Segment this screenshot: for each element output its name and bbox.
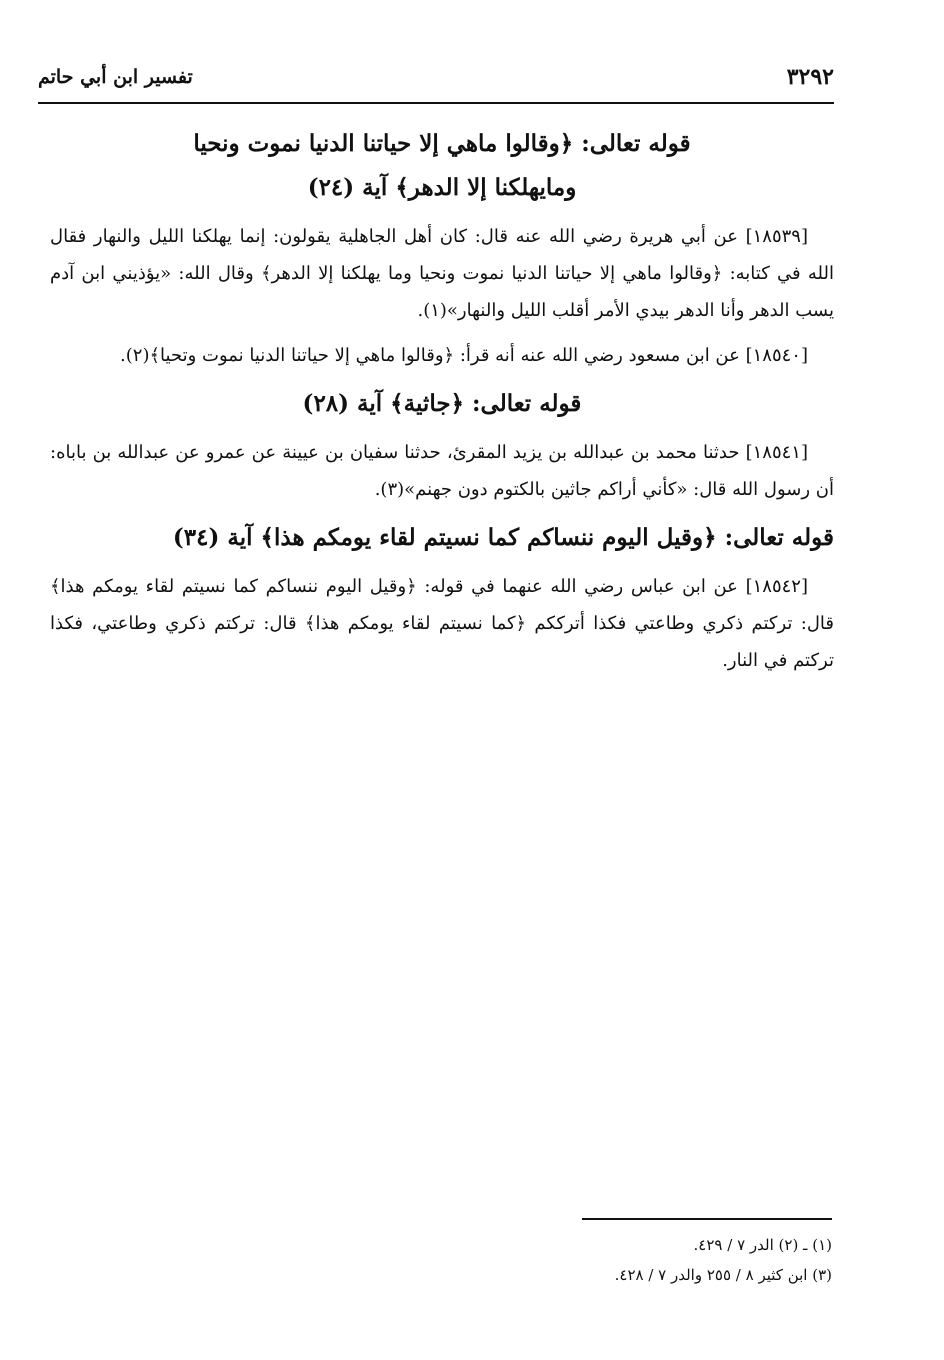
section-verse-24 [50, 122, 834, 374]
narration-18539: [١٨٥٣٩] عن أبي هريرة رضي الله عنه قال: كان أهل الجاهلية يقولون: إنما يهلكنا الليل والنهار فقال الله في كتابه: ﴿وقالوا ماهي إلا حياتنا الدنيا نموت ونحيا وما يهلكنا إلا الدهر﴾ وقال الله: «يؤذيني ابن آدم يسب الدهر وأنا الدهر بيدي الأمر أقلب الليل والنهار»(١). [50, 226, 834, 321]
narration-18541: [١٨٥٤١] حدثنا محمد بن عبدالله بن يزيد المقرئ، حدثنا سفيان بن عيينة عن عمرو عن عبدالله بن باباه: أن رسول الله قال: «كأني أراكم جاثين بالكتوم دون جهنم»(٣). [50, 442, 834, 500]
running-header [38, 58, 834, 104]
section-heading: قوله تعالى: ﴿وقالوا ماهي إلا حياتنا الدنيا نموت ونحيا ومايهلكنا إلا الدهر﴾ آية (٢٤) [193, 130, 691, 201]
section-verse-34 [50, 516, 834, 679]
page-number: ٣٢٩٢ [786, 64, 834, 90]
book-title: تفسير ابن أبي حاتم [38, 66, 193, 88]
narration-18542: [١٨٥٤٢] عن ابن عباس رضي الله عنهما في قوله: ﴿وقيل اليوم ننساكم كما نسيتم لقاء يومكم هذا﴾ قال: تركتم ذكري وطاعتي فكذا أترككم ﴿كما نسيتم لقاء يومكم هذا﴾ قال: تركتم ذكري وطاعتي، فكذا تركتم في النار. [50, 576, 834, 671]
footnote-3: (٣) ابن كثير ٨ / ٢٥٥ والدر ٧ / ٤٢٨. [614, 1266, 832, 1284]
footnote-divider [582, 1218, 832, 1220]
narration-18540: [١٨٥٤٠] عن ابن مسعود رضي الله عنه أنه قرأ: ﴿وقالوا ماهي إلا حياتنا الدنيا نموت وتحيا﴾(٢). [120, 345, 808, 366]
footnotes [292, 1218, 832, 1290]
section-heading: قوله تعالى: ﴿جاثية﴾ آية (٢٨) [302, 390, 582, 417]
section-heading: قوله تعالى: ﴿وقيل اليوم ننساكم كما نسيتم لقاء يومكم هذا﴾ آية (٣٤) [172, 524, 834, 551]
section-verse-28 [50, 382, 834, 508]
main-text [50, 122, 834, 687]
footnote-1-2: (١) ـ (٢) الدر ٧ / ٤٢٩. [693, 1236, 832, 1254]
